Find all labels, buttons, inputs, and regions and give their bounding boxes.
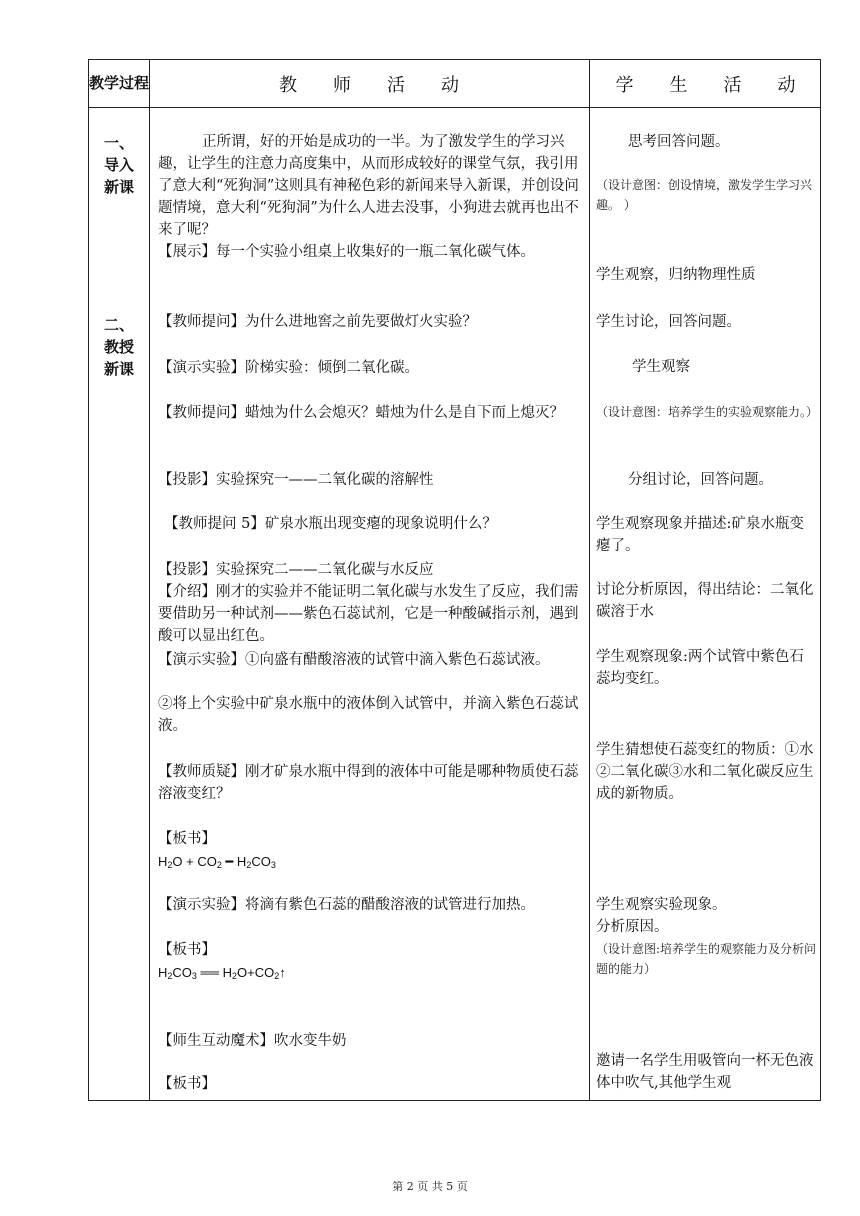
projection-text: 【投影】实验探究二——二氧化碳与水反应 <box>158 562 434 578</box>
demo-text: 【演示实验】阶梯实验：倾倒二氧化碳。 <box>158 360 419 376</box>
student-activity: 学生观察现象并描述:矿泉水瓶变瘪了。 <box>596 516 804 554</box>
design-intent-note: （设计意图:培养学生的观察能力及分析问题的能力） <box>596 942 817 976</box>
board-label: 【板书】 <box>158 831 216 847</box>
student-column <box>596 60 818 1102</box>
equation-carbonic-acid-decomposition: $H_2CO_3$ ══ $H_2O+CO_2↑$ <box>158 965 286 981</box>
lesson-table <box>88 59 821 1101</box>
student-activity: 学生猜想使石蕊变红的物质：①水②二氧化碳③水和二氧化碳反应生成的新物质。 <box>596 742 814 802</box>
demo-text: ②将上个实验中矿泉水瓶中的液体倒入试管中，并滴入紫色石蕊试液。 <box>158 696 579 734</box>
question-text: 【教师提问】蜡烛为什么会熄灭？蜡烛为什么是自下而上熄灭？ <box>158 405 564 421</box>
student-activity: 学生观察现象:两个试管中紫色石蕊均变红。 <box>596 649 804 687</box>
introduction-text: 【介绍】刚才的实验并不能证明二氧化碳与水发生了反应，我们需要借助另一种试剂——紫色石蕊试剂，它是一种酸碱指示剂，遇到酸可以显出红色。 <box>158 584 579 644</box>
header-teacher: 教 师 活 动 <box>279 74 459 96</box>
design-intent-note: （设计意图：创设情境，激发学生学习兴趣。 ） <box>596 178 813 212</box>
student-activity: 邀请一名学生用吸管向一杯无色液体中吹气,其他学生观 <box>596 1053 814 1091</box>
student-activity: 学生观察 <box>632 359 690 375</box>
demo-text: 【演示实验】①向盛有醋酸溶液的试管中滴入紫色石蕊试液。 <box>158 652 550 668</box>
question-text: 【教师提问】为什么进地窖之前先要做灯火实验？ <box>158 314 477 330</box>
board-label: 【板书】 <box>158 942 216 958</box>
header-process: 教学过程 <box>89 74 150 92</box>
doubt-text: 【教师质疑】刚才矿泉水瓶中得到的液体中可能是哪种物质使石蕊溶液变红？ <box>158 764 579 802</box>
student-activity: 学生观察，归纳物理性质 <box>596 267 756 283</box>
intro-paragraph: 正所谓，好的开始是成功的一半。为了激发学生的学习兴趣，让学生的注意力高度集中，从而形成较好的课堂气氛，我引用了意大利“死狗洞”这则具有神秘色彩的新闻来导入新课，并创设问题情境，意大利“死狗洞”为什么人进去没事，小狗进去就再也出不来了呢？ <box>158 134 579 238</box>
design-intent-note: （设计意图：培养学生的实验观察能力。） <box>596 405 819 419</box>
magic-text: 【师生互动魔术】吹水变牛奶 <box>158 1033 347 1049</box>
student-activity: 分组讨论，回答问题。 <box>628 472 773 488</box>
question-text: 【教师提问 5】矿泉水瓶出现变瘪的现象说明什么？ <box>164 516 497 532</box>
show-text: 【展示】每一个实验小组桌上收集好的一瓶二氧化碳气体。 <box>158 244 535 260</box>
header-student: 学 生 活 动 <box>615 74 796 96</box>
student-activity: 学生观察实验现象。 <box>596 897 727 913</box>
board-label: 【板书】 <box>158 1076 216 1092</box>
equation-carbonic-acid-formation: $H_2O + CO_2$ ━ $H_2CO_3$ <box>158 854 276 870</box>
section-label: 二、 教授 新课 <box>103 316 134 378</box>
column-divider <box>149 60 150 1100</box>
student-activity: 学生讨论，回答问题。 <box>596 314 741 330</box>
student-activity: 分析原因。 <box>596 919 669 935</box>
student-activity: 思考回答问题。 <box>628 134 730 150</box>
section-label: 一、 导入 新课 <box>103 134 134 196</box>
page-footer: 第 2 页 共 5 页 <box>392 1180 468 1193</box>
student-activity: 讨论分析原因，得出结论：二氧化碳溶于水 <box>596 582 814 620</box>
teacher-column <box>158 60 583 1102</box>
demo-text: 【演示实验】将滴有紫色石蕊的醋酸溶液的试管进行加热。 <box>158 897 535 913</box>
column-divider <box>589 60 590 1100</box>
projection-text: 【投影】实验探究一——二氧化碳的溶解性 <box>158 472 434 488</box>
